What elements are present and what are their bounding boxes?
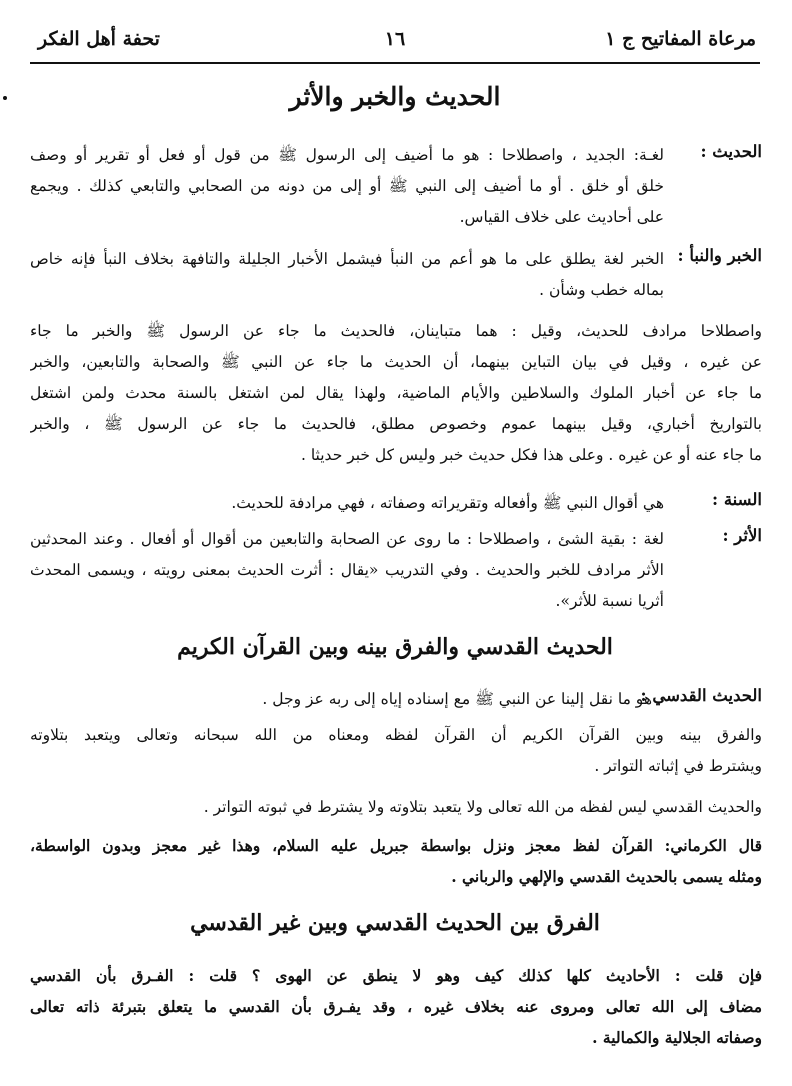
text-line: الخبر لغة يطلق على ما هو أعم من النبأ فيشمل الأخبار الجليلة والتافهة بخلاف النبأ فإنه خاص <box>30 250 664 268</box>
text-line: خلق أو خلق . أو ما أضيف إلى النبي ﷺ أو إلى من دونه من الصحابي والتابعي كذلك . ويجمع <box>30 177 664 195</box>
entry-body <box>30 244 664 306</box>
text-line: وصفاته الجلالية والكمالية . <box>592 1028 762 1047</box>
text-line: على أحاديث على خلاف القياس. <box>459 208 664 226</box>
text-line: ومثله يسمى بالحديث القدسي والإلهي والرباني . <box>451 867 762 886</box>
text-line: أثريا نسبة للأثر». <box>555 592 664 610</box>
header-book-title: مرعاة المفاتيح ج ١ <box>605 28 756 50</box>
paragraph-istilah <box>30 316 762 471</box>
paragraph-difference-quran <box>30 720 762 782</box>
header-series-title: تحفة أهل الفكر <box>38 28 160 50</box>
paragraph-final <box>30 960 762 1053</box>
section-title-qudsi-vs-nonqudsi: الفرق بين الحديث القدسي وبين غير القدسي <box>190 910 600 936</box>
entry-label: السنة : <box>712 490 762 509</box>
text-line: ويشترط في إثباته التواتر . <box>594 757 762 775</box>
page-number: ١٦ <box>384 28 406 50</box>
entry-body <box>30 488 664 519</box>
text-line: فإن قلت : الأحاديث كلها كذلك كيف وهو لا ينطق عن الهوى ؟ قلت : الفـرق بأن القدسي <box>30 966 762 985</box>
entry-body <box>30 140 664 233</box>
entry-label: الخبر والنبأ : <box>677 246 762 265</box>
text-line: واصطلاحا مرادف للحديث، وقيل : هما متباينان، فالحديث ما جاء عن الرسول ﷺ والخبر ما جاء <box>30 322 762 340</box>
text-line: لغـة: الجديد ، واصطلاحا : هو ما أضيف إلى الرسول ﷺ من قول أو فعل أو تقرير أو وصف <box>30 146 664 164</box>
text-line: هي أقوال النبي ﷺ وأفعاله وتقريراته وصفاته ، فهي مرادفة للحديث. <box>231 494 664 512</box>
margin-dot <box>3 96 7 100</box>
entry-body <box>30 684 652 715</box>
entry-label: الأثر : <box>722 526 762 545</box>
entry-body <box>30 524 664 617</box>
text-line: مضاف إلى الله تعالى ومروى عنه بخلاف غيره ، وقد يفـرق بأن القدسي ما يتعلق بتبرئة ذاته تعالى <box>30 997 762 1016</box>
entry-label: الحديث القدسي : <box>640 686 762 705</box>
text-line: بماله خطب وشأن . <box>539 281 664 299</box>
paragraph-qudsi-not-recited <box>30 792 762 823</box>
text-line: والفرق بينه وبين القرآن الكريم أن القرآن لفظه ومعناه من الله سبحانه وتعالى ويتعبد بتلاوته <box>30 726 762 744</box>
text-line: والحديث القدسي ليس لفظه من الله تعالى ولا يتعبد بتلاوته ولا يشترط في ثبوته التواتر . <box>203 798 762 816</box>
text-line: هو ما نقل إلينا عن النبي ﷺ مع إسناده إياه إلى ربه عز وجل . <box>262 690 652 708</box>
text-line: قال الكرماني: القرآن لفظ معجز ونزل بواسطة جبريل عليه السلام، وهذا غير معجز وبدون الواسطة، <box>30 836 762 855</box>
text-line: بالتواريخ أخباري، وقيل بينهما عموم وخصوص مطلق، فالحديث ما جاء عن الرسول ﷺ ، والخبر <box>30 415 762 433</box>
text-line: الأثر مرادف للخبر والحديث . وفي التدريب «يقال : أثرت الحديث بمعنى رويته ، ويسمى المحدث <box>30 561 664 579</box>
text-line: عن غيره ، وقيل في بيان التباين بينهما، أن الحديث ما جاء عن النبي ﷺ والصحابة والتابعين، والخبر <box>30 353 762 371</box>
paragraph-kirmani <box>30 830 762 892</box>
entry-label: الحديث : <box>700 142 762 161</box>
text-line: ما جاء عنه أو عن غيره . وعلى هذا فكل حديث خبر وليس كل خبر حديثا . <box>300 446 762 464</box>
text-line: لغة : بقية الشئ ، واصطلاحا : ما روى عن الصحابة والتابعين من أقوال أو أفعال . وعند المحدثين <box>30 530 664 548</box>
section-title-hadith-qudsi: الحديث القدسي والفرق بينه وبين القرآن الكريم <box>177 634 613 660</box>
section-title-hadith-khabar-athar: الحديث والخبر والأثر <box>289 82 501 111</box>
page-header <box>30 14 760 64</box>
text-line: ما جاء عن أخبار الملوك والسلاطين والأيام الماضية، ولهذا يقال لمن اشتغل بالسنة محدث ولمن اشتغل <box>30 384 762 402</box>
